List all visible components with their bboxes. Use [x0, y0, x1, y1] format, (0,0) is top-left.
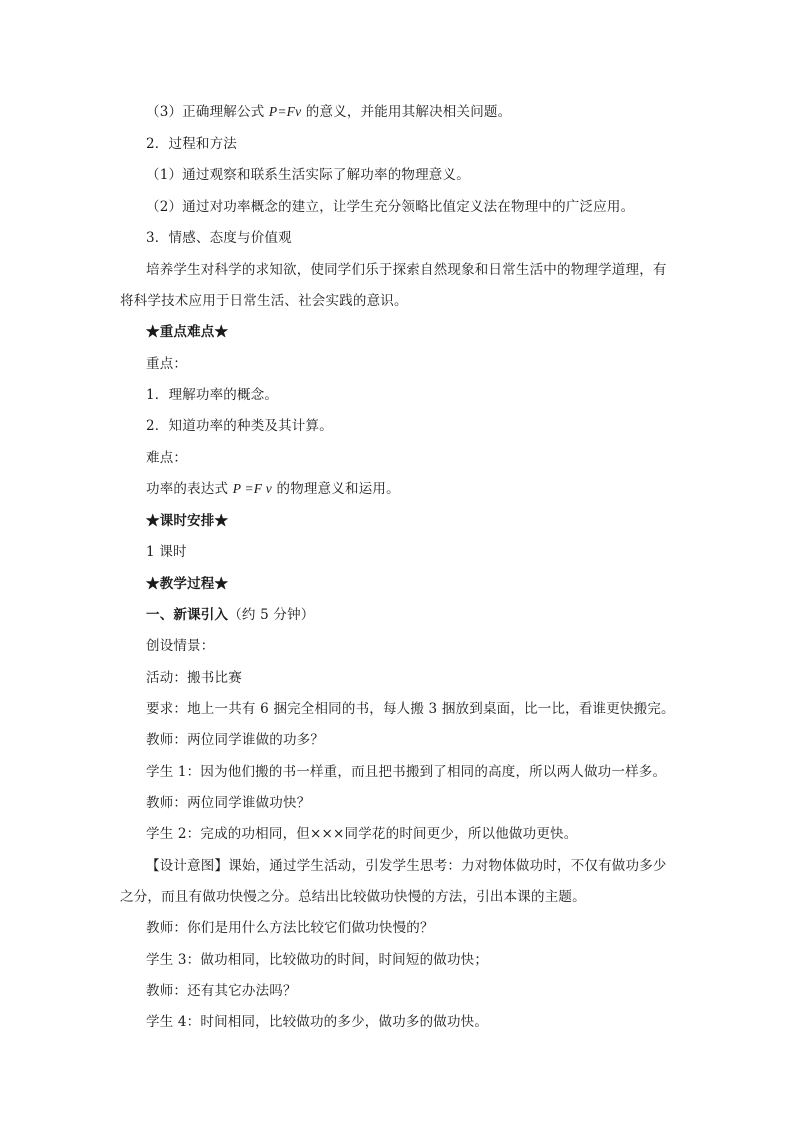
heading-key-difficult: ★重点难点★	[146, 324, 229, 340]
design-intent-line-2: 之分，而且有做功快慢之分。总结出比较做功快慢的方法，引出本课的主题。	[120, 889, 586, 905]
student-2-answer: 学生 2：完成的功相同，但×××同学花的时间更少，所以他做功更快。	[146, 826, 578, 842]
section-emotion-values: 3．情感、态度与价值观	[146, 230, 292, 246]
student-3-answer: 学生 3：做功相同，比较做功的时间，时间短的做功快；	[146, 952, 489, 968]
formula: P=Fv	[268, 104, 302, 119]
heading-class-schedule: ★课时安排★	[146, 513, 229, 529]
text: （约 5 分钟）	[228, 607, 315, 623]
key-points-label: 重点：	[146, 356, 188, 372]
teacher-question-3: 教师：你们是用什么方法比较它们做功快慢的？	[146, 920, 434, 936]
difficult-points-label: 难点：	[146, 450, 188, 466]
process-item-2: （2）通过对功率概念的建立，让学生充分领略比值定义法在物理中的广泛应用。	[146, 199, 635, 215]
formula: P =F v	[232, 481, 273, 496]
text: （3）正确理解公式	[146, 104, 269, 120]
requirement-line: 要求：地上一共有 6 捆完全相同的书，每人搬 3 捆放到桌面，比一比，看谁更快搬完。	[146, 701, 675, 717]
key-point-1: 1．理解功率的概念。	[146, 387, 279, 403]
teacher-question-1: 教师：两位同学谁做的功多？	[146, 732, 325, 748]
student-4-answer: 学生 4：时间相同，比较做功的多少，做功多的做功快。	[146, 1014, 489, 1030]
text: 的意义，并能用其解决相关问题。	[301, 104, 512, 120]
design-intent-line-1: 【设计意图】课始，通过学生活动，引发学生思考：力对物体做功时，不仅有做功多少	[146, 858, 667, 874]
scenario-label: 创设情景：	[146, 638, 215, 654]
objective-3-line	[146, 102, 706, 122]
difficult-point-line	[146, 479, 706, 499]
class-hours: 1 课时	[146, 544, 187, 560]
heading-teaching-process: ★教学过程★	[146, 576, 229, 592]
key-point-2: 2．知道功率的种类及其计算。	[146, 418, 333, 434]
section-new-lesson-intro	[146, 605, 706, 625]
values-paragraph-line-2: 将科学技术应用于日常生活、社会实践的意识。	[120, 293, 408, 309]
teacher-question-2: 教师：两位同学谁做功快？	[146, 795, 311, 811]
text: 一、新课引入	[146, 607, 229, 623]
text: 的物理意义和运用。	[272, 481, 400, 497]
teacher-question-4: 教师：还有其它办法吗？	[146, 983, 297, 999]
section-process-method: 2．过程和方法	[146, 136, 237, 152]
process-item-1: （1）通过观察和联系生活实际了解功率的物理意义。	[146, 167, 470, 183]
student-1-answer: 学生 1：因为他们搬的书一样重，而且把书搬到了相同的高度，所以两人做功一样多。	[146, 764, 667, 780]
text: 功率的表达式	[146, 481, 233, 497]
activity-line: 活动：搬书比赛	[146, 670, 242, 686]
values-paragraph-line-1: 培养学生对科学的求知欲，使同学们乐于探索自然现象和日常生活中的物理学道理，有	[146, 262, 667, 278]
